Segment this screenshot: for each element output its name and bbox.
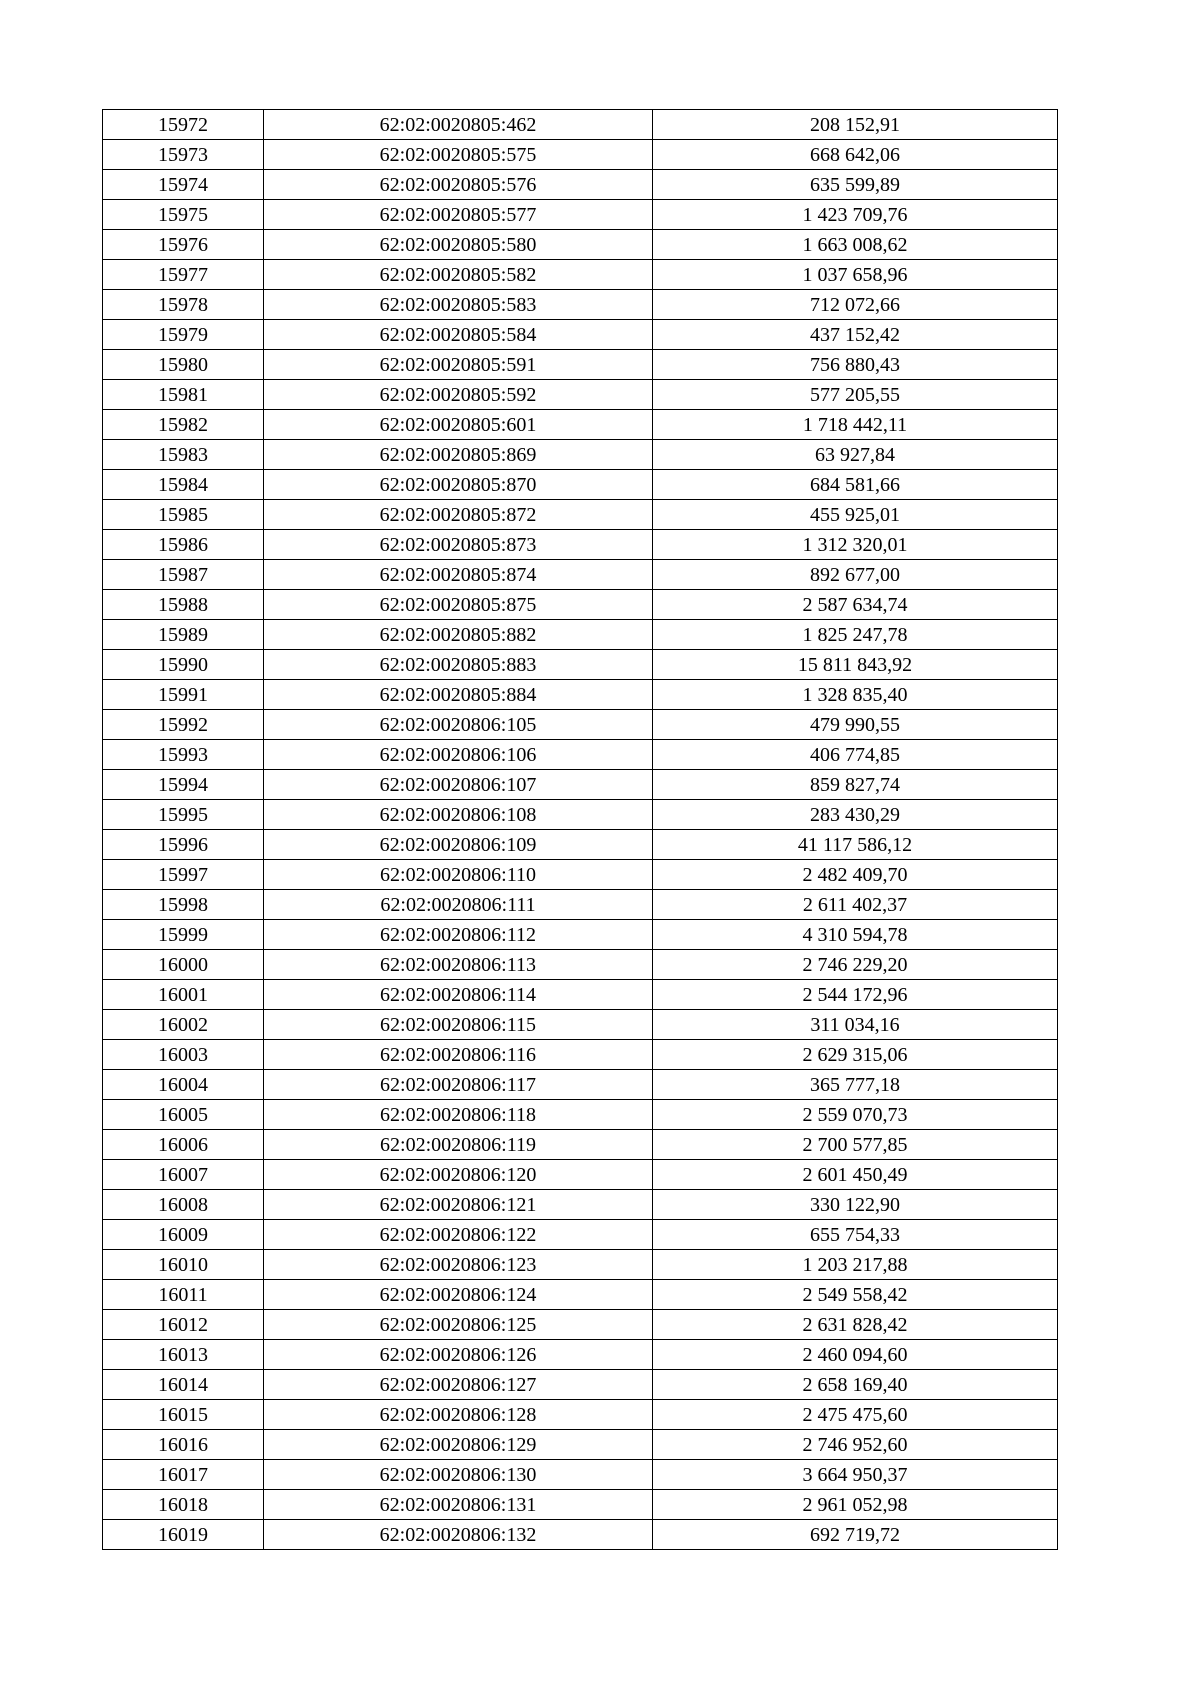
row-number-cell: 15977	[103, 260, 264, 290]
cadastral-value-cell: 1 328 835,40	[653, 680, 1058, 710]
cadastral-number-cell: 62:02:0020806:116	[264, 1040, 653, 1070]
cadastral-number-cell: 62:02:0020806:113	[264, 950, 653, 980]
cadastral-number-cell: 62:02:0020805:882	[264, 620, 653, 650]
row-number-cell: 16009	[103, 1220, 264, 1250]
table-row	[103, 680, 1058, 710]
row-number-cell: 16004	[103, 1070, 264, 1100]
cadastral-value-cell: 1 423 709,76	[653, 200, 1058, 230]
row-number-cell: 16006	[103, 1130, 264, 1160]
row-number-cell: 16000	[103, 950, 264, 980]
cadastral-value-cell: 2 587 634,74	[653, 590, 1058, 620]
cadastral-value-cell: 1 312 320,01	[653, 530, 1058, 560]
table-body	[103, 110, 1058, 1550]
table-row	[103, 290, 1058, 320]
row-number-cell: 15983	[103, 440, 264, 470]
table-row	[103, 740, 1058, 770]
cadastral-number-cell: 62:02:0020806:127	[264, 1370, 653, 1400]
cadastral-value-cell: 655 754,33	[653, 1220, 1058, 1250]
cadastral-value-cell: 668 642,06	[653, 140, 1058, 170]
row-number-cell: 15996	[103, 830, 264, 860]
cadastral-value-cell: 1 203 217,88	[653, 1250, 1058, 1280]
table-row	[103, 530, 1058, 560]
cadastral-number-cell: 62:02:0020805:869	[264, 440, 653, 470]
row-number-cell: 15978	[103, 290, 264, 320]
cadastral-number-cell: 62:02:0020805:582	[264, 260, 653, 290]
table-row	[103, 260, 1058, 290]
cadastral-number-cell: 62:02:0020805:872	[264, 500, 653, 530]
row-number-cell: 16003	[103, 1040, 264, 1070]
cadastral-number-cell: 62:02:0020805:601	[264, 410, 653, 440]
table-row	[103, 980, 1058, 1010]
cadastral-value-cell: 406 774,85	[653, 740, 1058, 770]
cadastral-number-cell: 62:02:0020806:118	[264, 1100, 653, 1130]
cadastral-number-cell: 62:02:0020806:128	[264, 1400, 653, 1430]
row-number-cell: 15993	[103, 740, 264, 770]
row-number-cell: 16017	[103, 1460, 264, 1490]
cadastral-number-cell: 62:02:0020806:124	[264, 1280, 653, 1310]
table-row	[103, 1250, 1058, 1280]
row-number-cell: 16008	[103, 1190, 264, 1220]
table-row	[103, 770, 1058, 800]
table-row	[103, 1370, 1058, 1400]
cadastral-value-cell: 1 718 442,11	[653, 410, 1058, 440]
cadastral-number-cell: 62:02:0020805:462	[264, 110, 653, 140]
cadastral-number-cell: 62:02:0020806:115	[264, 1010, 653, 1040]
row-number-cell: 15995	[103, 800, 264, 830]
cadastral-number-cell: 62:02:0020806:111	[264, 890, 653, 920]
cadastral-value-cell: 2 700 577,85	[653, 1130, 1058, 1160]
cadastral-number-cell: 62:02:0020805:591	[264, 350, 653, 380]
table-row	[103, 920, 1058, 950]
cadastral-number-cell: 62:02:0020806:108	[264, 800, 653, 830]
table-row	[103, 1280, 1058, 1310]
table-row	[103, 1340, 1058, 1370]
cadastral-value-cell: 15 811 843,92	[653, 650, 1058, 680]
table-row	[103, 1160, 1058, 1190]
row-number-cell: 15990	[103, 650, 264, 680]
table-row	[103, 1430, 1058, 1460]
row-number-cell: 15987	[103, 560, 264, 590]
cadastral-number-cell: 62:02:0020806:112	[264, 920, 653, 950]
cadastral-value-cell: 1 663 008,62	[653, 230, 1058, 260]
cadastral-value-cell: 4 310 594,78	[653, 920, 1058, 950]
cadastral-number-cell: 62:02:0020805:874	[264, 560, 653, 590]
cadastral-number-cell: 62:02:0020805:875	[264, 590, 653, 620]
cadastral-value-cell: 2 544 172,96	[653, 980, 1058, 1010]
table-row	[103, 950, 1058, 980]
cadastral-value-cell: 3 664 950,37	[653, 1460, 1058, 1490]
table-row	[103, 500, 1058, 530]
table-row	[103, 200, 1058, 230]
cadastral-value-cell: 2 961 052,98	[653, 1490, 1058, 1520]
cadastral-number-cell: 62:02:0020806:123	[264, 1250, 653, 1280]
table-row	[103, 650, 1058, 680]
cadastral-number-cell: 62:02:0020805:576	[264, 170, 653, 200]
cadastral-number-cell: 62:02:0020806:110	[264, 860, 653, 890]
row-number-cell: 16001	[103, 980, 264, 1010]
cadastral-number-cell: 62:02:0020806:132	[264, 1520, 653, 1550]
table-row	[103, 1190, 1058, 1220]
cadastral-value-cell: 684 581,66	[653, 470, 1058, 500]
cadastral-value-cell: 63 927,84	[653, 440, 1058, 470]
row-number-cell: 16012	[103, 1310, 264, 1340]
cadastral-number-cell: 62:02:0020805:883	[264, 650, 653, 680]
cadastral-value-cell: 1 825 247,78	[653, 620, 1058, 650]
table-row	[103, 620, 1058, 650]
cadastral-number-cell: 62:02:0020805:583	[264, 290, 653, 320]
row-number-cell: 16005	[103, 1100, 264, 1130]
cadastral-value-cell: 2 460 094,60	[653, 1340, 1058, 1370]
table-row	[103, 890, 1058, 920]
row-number-cell: 15976	[103, 230, 264, 260]
cadastral-value-cell: 437 152,42	[653, 320, 1058, 350]
table-row	[103, 1460, 1058, 1490]
cadastral-value-cell: 577 205,55	[653, 380, 1058, 410]
row-number-cell: 16019	[103, 1520, 264, 1550]
row-number-cell: 15980	[103, 350, 264, 380]
cadastral-value-cell: 692 719,72	[653, 1520, 1058, 1550]
row-number-cell: 16016	[103, 1430, 264, 1460]
table-row	[103, 560, 1058, 590]
row-number-cell: 16018	[103, 1490, 264, 1520]
cadastral-number-cell: 62:02:0020805:592	[264, 380, 653, 410]
row-number-cell: 15982	[103, 410, 264, 440]
cadastral-number-cell: 62:02:0020805:870	[264, 470, 653, 500]
table-row	[103, 230, 1058, 260]
row-number-cell: 15997	[103, 860, 264, 890]
cadastral-value-cell: 2 611 402,37	[653, 890, 1058, 920]
cadastral-value-table	[102, 109, 1058, 1550]
row-number-cell: 15985	[103, 500, 264, 530]
table-row	[103, 1040, 1058, 1070]
cadastral-number-cell: 62:02:0020806:130	[264, 1460, 653, 1490]
row-number-cell: 15973	[103, 140, 264, 170]
cadastral-value-cell: 2 629 315,06	[653, 1040, 1058, 1070]
row-number-cell: 15975	[103, 200, 264, 230]
row-number-cell: 16002	[103, 1010, 264, 1040]
cadastral-value-cell: 2 746 952,60	[653, 1430, 1058, 1460]
table-row	[103, 800, 1058, 830]
cadastral-value-cell: 2 601 450,49	[653, 1160, 1058, 1190]
table-row	[103, 170, 1058, 200]
row-number-cell: 15972	[103, 110, 264, 140]
cadastral-number-cell: 62:02:0020806:119	[264, 1130, 653, 1160]
cadastral-value-cell: 2 482 409,70	[653, 860, 1058, 890]
cadastral-value-cell: 365 777,18	[653, 1070, 1058, 1100]
cadastral-value-cell: 311 034,16	[653, 1010, 1058, 1040]
cadastral-number-cell: 62:02:0020806:106	[264, 740, 653, 770]
cadastral-number-cell: 62:02:0020806:122	[264, 1220, 653, 1250]
row-number-cell: 16011	[103, 1280, 264, 1310]
cadastral-number-cell: 62:02:0020805:884	[264, 680, 653, 710]
cadastral-value-cell: 1 037 658,96	[653, 260, 1058, 290]
cadastral-value-cell: 41 117 586,12	[653, 830, 1058, 860]
table-row	[103, 1130, 1058, 1160]
row-number-cell: 15984	[103, 470, 264, 500]
table-row	[103, 1520, 1058, 1550]
table-row	[103, 470, 1058, 500]
row-number-cell: 15988	[103, 590, 264, 620]
cadastral-number-cell: 62:02:0020806:107	[264, 770, 653, 800]
cadastral-number-cell: 62:02:0020806:114	[264, 980, 653, 1010]
table-row	[103, 440, 1058, 470]
cadastral-value-cell: 712 072,66	[653, 290, 1058, 320]
table-row	[103, 1070, 1058, 1100]
table-row	[103, 1220, 1058, 1250]
table-row	[103, 1100, 1058, 1130]
cadastral-value-cell: 2 658 169,40	[653, 1370, 1058, 1400]
cadastral-value-cell: 756 880,43	[653, 350, 1058, 380]
table-row	[103, 1010, 1058, 1040]
row-number-cell: 15999	[103, 920, 264, 950]
row-number-cell: 15979	[103, 320, 264, 350]
table-row	[103, 140, 1058, 170]
cadastral-value-cell: 2 475 475,60	[653, 1400, 1058, 1430]
cadastral-value-cell: 892 677,00	[653, 560, 1058, 590]
row-number-cell: 15986	[103, 530, 264, 560]
row-number-cell: 16007	[103, 1160, 264, 1190]
table-row	[103, 350, 1058, 380]
cadastral-number-cell: 62:02:0020806:109	[264, 830, 653, 860]
table-row	[103, 590, 1058, 620]
cadastral-value-cell: 2 631 828,42	[653, 1310, 1058, 1340]
cadastral-number-cell: 62:02:0020805:584	[264, 320, 653, 350]
table-row	[103, 860, 1058, 890]
row-number-cell: 16015	[103, 1400, 264, 1430]
cadastral-number-cell: 62:02:0020806:120	[264, 1160, 653, 1190]
cadastral-value-cell: 635 599,89	[653, 170, 1058, 200]
row-number-cell: 15994	[103, 770, 264, 800]
row-number-cell: 15998	[103, 890, 264, 920]
row-number-cell: 16010	[103, 1250, 264, 1280]
cadastral-number-cell: 62:02:0020806:121	[264, 1190, 653, 1220]
cadastral-number-cell: 62:02:0020805:575	[264, 140, 653, 170]
cadastral-number-cell: 62:02:0020806:117	[264, 1070, 653, 1100]
cadastral-number-cell: 62:02:0020805:577	[264, 200, 653, 230]
table-row	[103, 410, 1058, 440]
row-number-cell: 15974	[103, 170, 264, 200]
table-row	[103, 710, 1058, 740]
row-number-cell: 16014	[103, 1370, 264, 1400]
table-row	[103, 320, 1058, 350]
row-number-cell: 15992	[103, 710, 264, 740]
cadastral-number-cell: 62:02:0020806:125	[264, 1310, 653, 1340]
cadastral-value-cell: 455 925,01	[653, 500, 1058, 530]
cadastral-number-cell: 62:02:0020805:580	[264, 230, 653, 260]
cadastral-number-cell: 62:02:0020806:131	[264, 1490, 653, 1520]
cadastral-number-cell: 62:02:0020806:126	[264, 1340, 653, 1370]
table-row	[103, 1490, 1058, 1520]
cadastral-number-cell: 62:02:0020806:129	[264, 1430, 653, 1460]
cadastral-value-cell: 283 430,29	[653, 800, 1058, 830]
table-row	[103, 1400, 1058, 1430]
table-row	[103, 1310, 1058, 1340]
table-row	[103, 110, 1058, 140]
table-row	[103, 380, 1058, 410]
cadastral-value-cell: 859 827,74	[653, 770, 1058, 800]
cadastral-number-cell: 62:02:0020806:105	[264, 710, 653, 740]
cadastral-value-cell: 479 990,55	[653, 710, 1058, 740]
row-number-cell: 15989	[103, 620, 264, 650]
row-number-cell: 15981	[103, 380, 264, 410]
cadastral-number-cell: 62:02:0020805:873	[264, 530, 653, 560]
row-number-cell: 15991	[103, 680, 264, 710]
cadastral-value-cell: 2 746 229,20	[653, 950, 1058, 980]
cadastral-value-cell: 330 122,90	[653, 1190, 1058, 1220]
cadastral-value-cell: 2 549 558,42	[653, 1280, 1058, 1310]
cadastral-value-cell: 208 152,91	[653, 110, 1058, 140]
cadastral-value-cell: 2 559 070,73	[653, 1100, 1058, 1130]
table-row	[103, 830, 1058, 860]
row-number-cell: 16013	[103, 1340, 264, 1370]
